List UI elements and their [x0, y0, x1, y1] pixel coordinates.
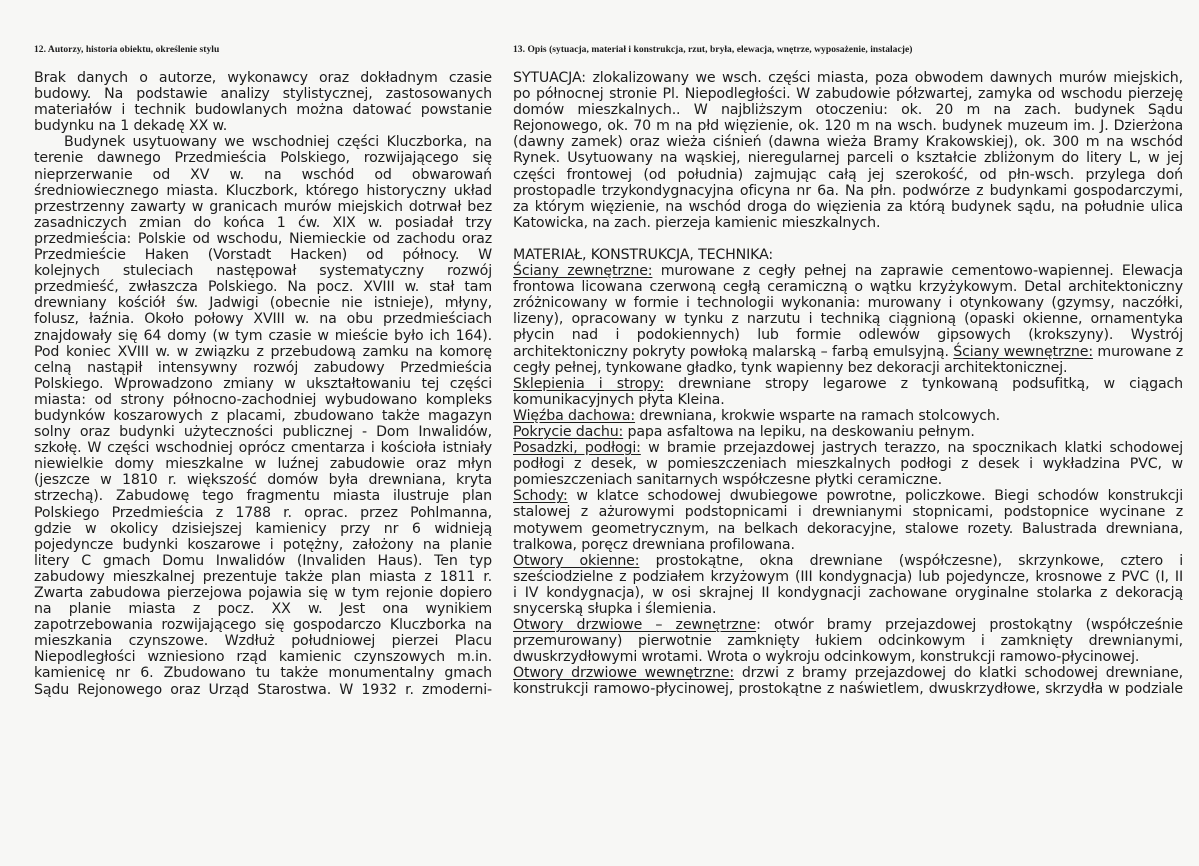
- right-text-line: [513, 295, 1183, 311]
- right-underlined-label: Ściany wewnętrzne:: [953, 343, 1093, 360]
- left-line-text: Niepodległości wzniesiono rząd kamienic czynszowych m.in.: [34, 649, 492, 666]
- left-text-line: [34, 585, 492, 601]
- right-text-line: [513, 167, 1183, 183]
- left-text-line: [34, 424, 492, 440]
- right-line-text: pomieszczeniach sanitarnych współczesne płytki ceramiczne.: [513, 472, 943, 489]
- left-line-text: Przedmieście Haken (Vorstadt Hacken) od północy. W: [34, 247, 492, 264]
- right-line-text: Rynek. Usytuowany na wąskiej, nieregularnej parceli o kształcie zbliżonym do litery L, w jej: [513, 150, 1183, 167]
- left-line-text: przestrzenny zawarty w granicach murów miejskich dotrwał bez: [34, 198, 492, 215]
- left-line-text: Budynek usytuowany we wschodniej części Kluczborka, na: [34, 134, 492, 151]
- right-text-line: [513, 649, 1183, 665]
- right-text-line: [513, 681, 1183, 697]
- left-line-text: drewniany kościół św. Jadwigi (obecnie nie istnieje), młyny,: [34, 295, 492, 312]
- left-line-text: kolejnych stuleciach następował systematyczny rozwój: [34, 263, 492, 280]
- right-line-text: sześciodzielne z podziałem krzyżowym (III kondygnacja) lub pojedyncze, krosnowe z PVC (I, II: [513, 568, 1183, 585]
- right-text-line: [513, 537, 1183, 553]
- right-text-line: [513, 376, 1183, 392]
- right-line-text: (dawny zamek) oraz wieża ciśnień (dawna wieża Bramy Krakowskiej), ok. 300 m na wschód: [513, 134, 1183, 151]
- left-line-text: Pod koniec XVIII w. w związku z przebudową zamku na komorę: [34, 343, 492, 360]
- left-line-text: folusz, łaźnia. Około połowy XVIII w. na obu przedmieściach: [34, 311, 492, 328]
- right-text-line: [513, 118, 1183, 134]
- right-text-line: [513, 150, 1183, 166]
- left-line-text: gdzie w okolicy dzisiejszej kamienicy przy nr 6 widnieją: [34, 520, 492, 537]
- left-text-line: [34, 440, 492, 456]
- right-text-line: [513, 472, 1183, 488]
- left-text-line: [34, 601, 492, 617]
- left-line-text: budynków koszarowych z placami, zbudowano także magazyn: [34, 407, 492, 424]
- right-line-text: cegły pełnej, tynkowane gładko, tynk wapienny bez dekoracji architektonicznej.: [513, 359, 1068, 376]
- right-line-text: konstrukcji ramowo-płycinowej, prostokątne z naświetlem, dwuskrzydłowe, skrzydła w podziale: [513, 681, 1183, 698]
- left-line-text: Sądu Rejonowego oraz Urząd Starostwa. W 1932 r. zmoderni-: [34, 681, 492, 698]
- left-line-text: średniowiecznego miasta. Kluczbork, którego historyczny układ: [34, 182, 492, 199]
- right-text-line: [513, 327, 1183, 343]
- left-text-line: [34, 295, 492, 311]
- left-line-text: miasta: od strony północno-zachodniej wybudowano kompleks: [34, 391, 492, 408]
- left-line-text: solny oraz budynki użyteczności publicznej - Dom Inwalidów,: [34, 424, 492, 441]
- right-line-text: drzwi z bramy przejazdowej do klatki schodowej drewniane,: [734, 665, 1183, 682]
- right-text-line: [513, 601, 1183, 617]
- left-line-text: Zwarta zabudowa pierzejowa pojawia się w tym rejonie dopiero: [34, 585, 492, 601]
- left-text-line: [34, 134, 492, 150]
- right-text-line: [513, 633, 1183, 649]
- right-text-line: [513, 585, 1183, 601]
- left-line-text: budowy. Na podstawie analizy stylistycznej, zastosowanych: [34, 86, 492, 103]
- right-line-text: MATERIAŁ, KONSTRUKCJA, TECHNIKA:: [513, 246, 774, 263]
- left-line-text: przedmieścia: Polskie od wschodu, Niemieckie od zachodu oraz: [34, 230, 492, 247]
- left-text-line: [34, 311, 492, 327]
- left-text-line: [34, 183, 492, 199]
- right-text-line: [513, 279, 1183, 295]
- left-line-text: szkołę. W części wschodniej oprócz cmentarza i kościoła istniały: [34, 440, 492, 457]
- left-line-text: Polskiego Przedmieścia z 1788 r. oprac. przez Pohlmanna,: [34, 504, 492, 521]
- left-text-line: [34, 150, 492, 166]
- right-text-line: [513, 183, 1183, 199]
- left-text-line: [34, 521, 492, 537]
- right-line-text: prostokątne, okna drewniane (współczesne), skrzynkowe, cztero i: [639, 552, 1184, 569]
- left-text-line: [34, 665, 492, 681]
- left-text-line: [34, 456, 492, 472]
- right-line-text: za którym więzienie, na wschód droga do więzienia za którą budynek sądu, na południe ulica: [513, 198, 1183, 215]
- left-text-line: [34, 505, 492, 521]
- right-line-text: motywem geometrycznym, na belkach dekoracyjne, stalowe rozety. Balustrada drewniana,: [513, 520, 1183, 537]
- right-text-line: [513, 134, 1183, 150]
- left-line-text: na planie miasta z pocz. XX w. Jest ona wynikiem: [34, 601, 492, 618]
- right-line-text: płycin nad i podokiennych) lub formie odlewów gipsowych (krokszyny). Wystrój: [513, 327, 1183, 344]
- left-line-text: przedmieść, zwłaszcza Polskiego. Na pocz. XVIII w. stał tam: [34, 279, 492, 296]
- left-text-line: [34, 360, 492, 376]
- left-line-text: materiałów i technik budowlanych można datować powstanie: [34, 102, 492, 119]
- left-text-line: [34, 682, 492, 698]
- right-line-text: SYTUACJA: zlokalizowany we wsch. części miasta, poza obwodem dawnych murów miejskich,: [513, 70, 1183, 86]
- left-text-line: [34, 118, 492, 134]
- left-text-line: [34, 392, 492, 408]
- right-text-line: [513, 521, 1183, 537]
- right-text-line: [513, 424, 1183, 440]
- right-underlined-label: Otwory drzwiowe wewnętrzne:: [513, 665, 734, 682]
- right-line-text: dwuskrzydłowymi wrotami. Wrota o wykroju odcinkowym, konstrukcji ramowo-płycinowej.: [513, 649, 1140, 666]
- right-underlined-label: Otwory okienne:: [513, 552, 640, 569]
- left-text-line: [34, 488, 492, 504]
- right-text-line: [513, 665, 1183, 681]
- left-text-line: [34, 553, 492, 569]
- left-line-text: znajdowały się 64 domy (w tym czasie w mieście było ich 164).: [34, 327, 492, 344]
- left-text-line: [34, 167, 492, 183]
- section-13-heading: 13. Opis (sytuacja, materiał i konstrukcja, rzut, bryła, elewacja, wnętrze, wyposażenie, instalacje): [513, 45, 913, 55]
- left-line-text: Polskiego. Wprowadzono zmiany w ukształtowaniu tej części: [34, 375, 492, 392]
- left-line-text: (jeszcze w 1810 r. większość domów była drewniana, kryta: [34, 472, 492, 489]
- right-line-text: części frontowej (od południa) zajmując całą jej szerokość, od płn-wsch. przylega doń: [513, 166, 1183, 183]
- right-line-text: drewniane stropy legarowe z tynkowaną podsufitką, w ciągach: [663, 375, 1183, 392]
- left-text-line: [34, 649, 492, 665]
- right-line-text: architektoniczny pokryty powłoką malarską – farbą emulsyjną.: [513, 343, 949, 360]
- right-line-text: w klatce schodowej dwubiegowe powrotne, policzkowe. Biegi schodów konstrukcji: [567, 488, 1183, 505]
- right-line-text: Katowicka, na zach. pierzeja kamienic mieszkalnych.: [513, 214, 881, 231]
- left-line-text: niewielkie domy mieszkalne w luźnej zabudowie oraz młyn: [34, 456, 492, 473]
- right-text-line: [513, 86, 1183, 102]
- right-text-line: [513, 215, 1183, 231]
- left-text-line: [34, 70, 492, 86]
- left-text-line: [34, 86, 492, 102]
- right-text-line: [513, 263, 1183, 279]
- right-line-text: stalowej z ażurowymi podstopnicami i drewnianymi stopnicami, podstopnice wycinane z: [513, 504, 1183, 521]
- left-text-line: [34, 633, 492, 649]
- left-line-text: mieszkania czynszowe. Wzdłuż południowej pierzei Placu: [34, 633, 492, 650]
- right-underlined-label: Schody:: [513, 488, 568, 505]
- right-text-line: [513, 408, 1183, 424]
- right-line-text: domów mieszkalnych.. W najbliższym otoczeniu: ok. 20 m na zach. budynek Sądu: [513, 102, 1183, 119]
- left-text-line: [34, 247, 492, 263]
- right-line-text: komunikacyjnych płyta Kleina.: [513, 391, 725, 408]
- left-line-text: strzechą). Zabudowę tego fragmentu miasta ilustruje plan: [34, 488, 492, 505]
- left-text-line: [34, 328, 492, 344]
- right-underlined-label: Pokrycie dachu:: [513, 423, 624, 440]
- right-line-text: papa asfaltowa na lepiku, na deskowaniu pełnym.: [623, 423, 975, 440]
- left-text-line: [34, 231, 492, 247]
- right-underlined-label: Sklepienia i stropy:: [513, 375, 664, 392]
- right-text-line: [513, 70, 1183, 86]
- right-text-line: [513, 440, 1183, 456]
- left-text-line: [34, 344, 492, 360]
- right-line-text: prostopadle trzykondygnacyjna oficyna nr 6a. Na płn. podwórze z budynkami gospodarczymi,: [513, 182, 1183, 199]
- right-line-text: tralkowa, poręcz drewniana profilowana.: [513, 536, 795, 553]
- right-text-line: [513, 360, 1183, 376]
- left-text-line: [34, 263, 492, 279]
- right-line-text: murowane z: [1092, 343, 1183, 360]
- right-line-text: : otwór bramy przejazdowej prostokątny (współcześnie: [756, 617, 1183, 634]
- left-line-text: zabudowy mieszkalnej prezentuje także plan miasta z 1811 r.: [34, 568, 492, 585]
- right-text-line: [513, 617, 1183, 633]
- right-line-text: podłogi z desek, w pomieszczeniach mieszkalnych podłogi z desek i wykładzina PVC, w: [513, 456, 1183, 473]
- right-text-line: [513, 456, 1183, 472]
- right-line-text: przemurowany) pierwotnie zamknięty łukiem odcinkowym i zamknięty drewnianymi,: [513, 633, 1183, 650]
- left-line-text: pojedyncze budynki koszarowe i potężny, założony na planie: [34, 536, 492, 553]
- left-text-line: [34, 215, 492, 231]
- right-text-line: [513, 199, 1183, 215]
- right-text-line: [513, 311, 1183, 327]
- right-underlined-label: Więźba dachowa:: [513, 407, 636, 424]
- right-underlined-label: Posadzki, podłogi:: [513, 440, 641, 457]
- left-line-text: litery C gmach Domu Inwalidów (Invaliden Haus). Ten typ: [34, 552, 492, 569]
- right-line-text: drewniana, krokwie wsparte na ramach stolcowych.: [635, 407, 1001, 424]
- left-line-text: terenie dawnego Przedmieścia Polskiego, rozwijającego się: [34, 150, 492, 167]
- left-line-text: budynku na 1 dekadę XX w.: [34, 118, 228, 135]
- right-text-line: [513, 504, 1183, 520]
- left-line-text: kamienicę nr 6. Zbudowano tu także monumentalny gmach: [34, 665, 492, 682]
- left-text-line: [34, 537, 492, 553]
- right-text-line: [513, 553, 1183, 569]
- right-text-line: [513, 247, 1183, 263]
- right-line-text: po północnej stronie Pl. Niepodległości. W zabudowie półzwartej, zamyka od wschodu pierzeję: [513, 86, 1183, 103]
- right-line-text: Rejonowego, ok. 70 m na płd więzienie, ok. 120 m na wsch. budynek muzeum im. J. Dzierżona: [513, 118, 1183, 135]
- right-text-line: [513, 102, 1183, 118]
- left-line-text: nieprzerwanie od XV w. na wschód od obwarowań: [34, 166, 492, 183]
- right-line-text: zróżnicowany w formie i technologii wykonania: murowany i otynkowany (gzymsy, naczółki,: [513, 295, 1183, 312]
- left-line-text: zapotrzebowania rozwijającego się gospodarczo Kluczborka na: [34, 617, 492, 634]
- right-line-text: murowane z cegły pełnej na zaprawie cementowo-wapiennej. Elewacja: [652, 263, 1184, 280]
- right-text-line: [513, 344, 1183, 360]
- left-text-line: [34, 376, 492, 392]
- right-blank-line: [513, 231, 1183, 247]
- section-12-body: [34, 70, 492, 698]
- left-text-line: [34, 199, 492, 215]
- section-12-heading: 12. Autorzy, historia obiektu, określenie stylu: [34, 45, 220, 55]
- left-text-line: [34, 472, 492, 488]
- right-text-line: [513, 488, 1183, 504]
- right-underlined-label: Ściany zewnętrzne:: [513, 263, 653, 280]
- left-text-line: [34, 279, 492, 295]
- right-line-text: i IV kondygnacja), w osi skrajnej II kondygnacji zachowane oryginalne stolarka z dekoracją: [513, 584, 1183, 601]
- left-text-line: [34, 408, 492, 424]
- right-text-line: [513, 569, 1183, 585]
- right-underlined-label: Otwory drzwiowe – zewnętrzne: [513, 617, 757, 634]
- left-line-text: zasadniczych zmian do końca 1 ćw. XIX w. posiadał trzy: [34, 214, 492, 231]
- right-line-text: lizeny), opracowany w tynku z narzutu i techniką ciągnioną (opaski okienne, ornamentyka: [513, 311, 1183, 328]
- left-text-line: [34, 569, 492, 585]
- left-text-line: [34, 102, 492, 118]
- right-line-text: w bramie przejazdowej jastrych terazzo, na spocznikach klatki schodowej: [640, 440, 1183, 457]
- right-line-text: frontowa licowana czerwoną cegłą ceramiczną o wątku krzyżykowym. Detal architektoniczny: [513, 279, 1183, 296]
- right-line-text: snycerską słupka i ślemienia.: [513, 601, 717, 617]
- section-13-body: [513, 70, 1183, 698]
- left-line-text: celną nastąpił intensywny rozwój zabudowy Przedmieścia: [34, 359, 492, 376]
- left-line-text: Brak danych o autorze, wykonawcy oraz dokładnym czasie: [34, 70, 492, 86]
- right-text-line: [513, 392, 1183, 408]
- left-text-line: [34, 617, 492, 633]
